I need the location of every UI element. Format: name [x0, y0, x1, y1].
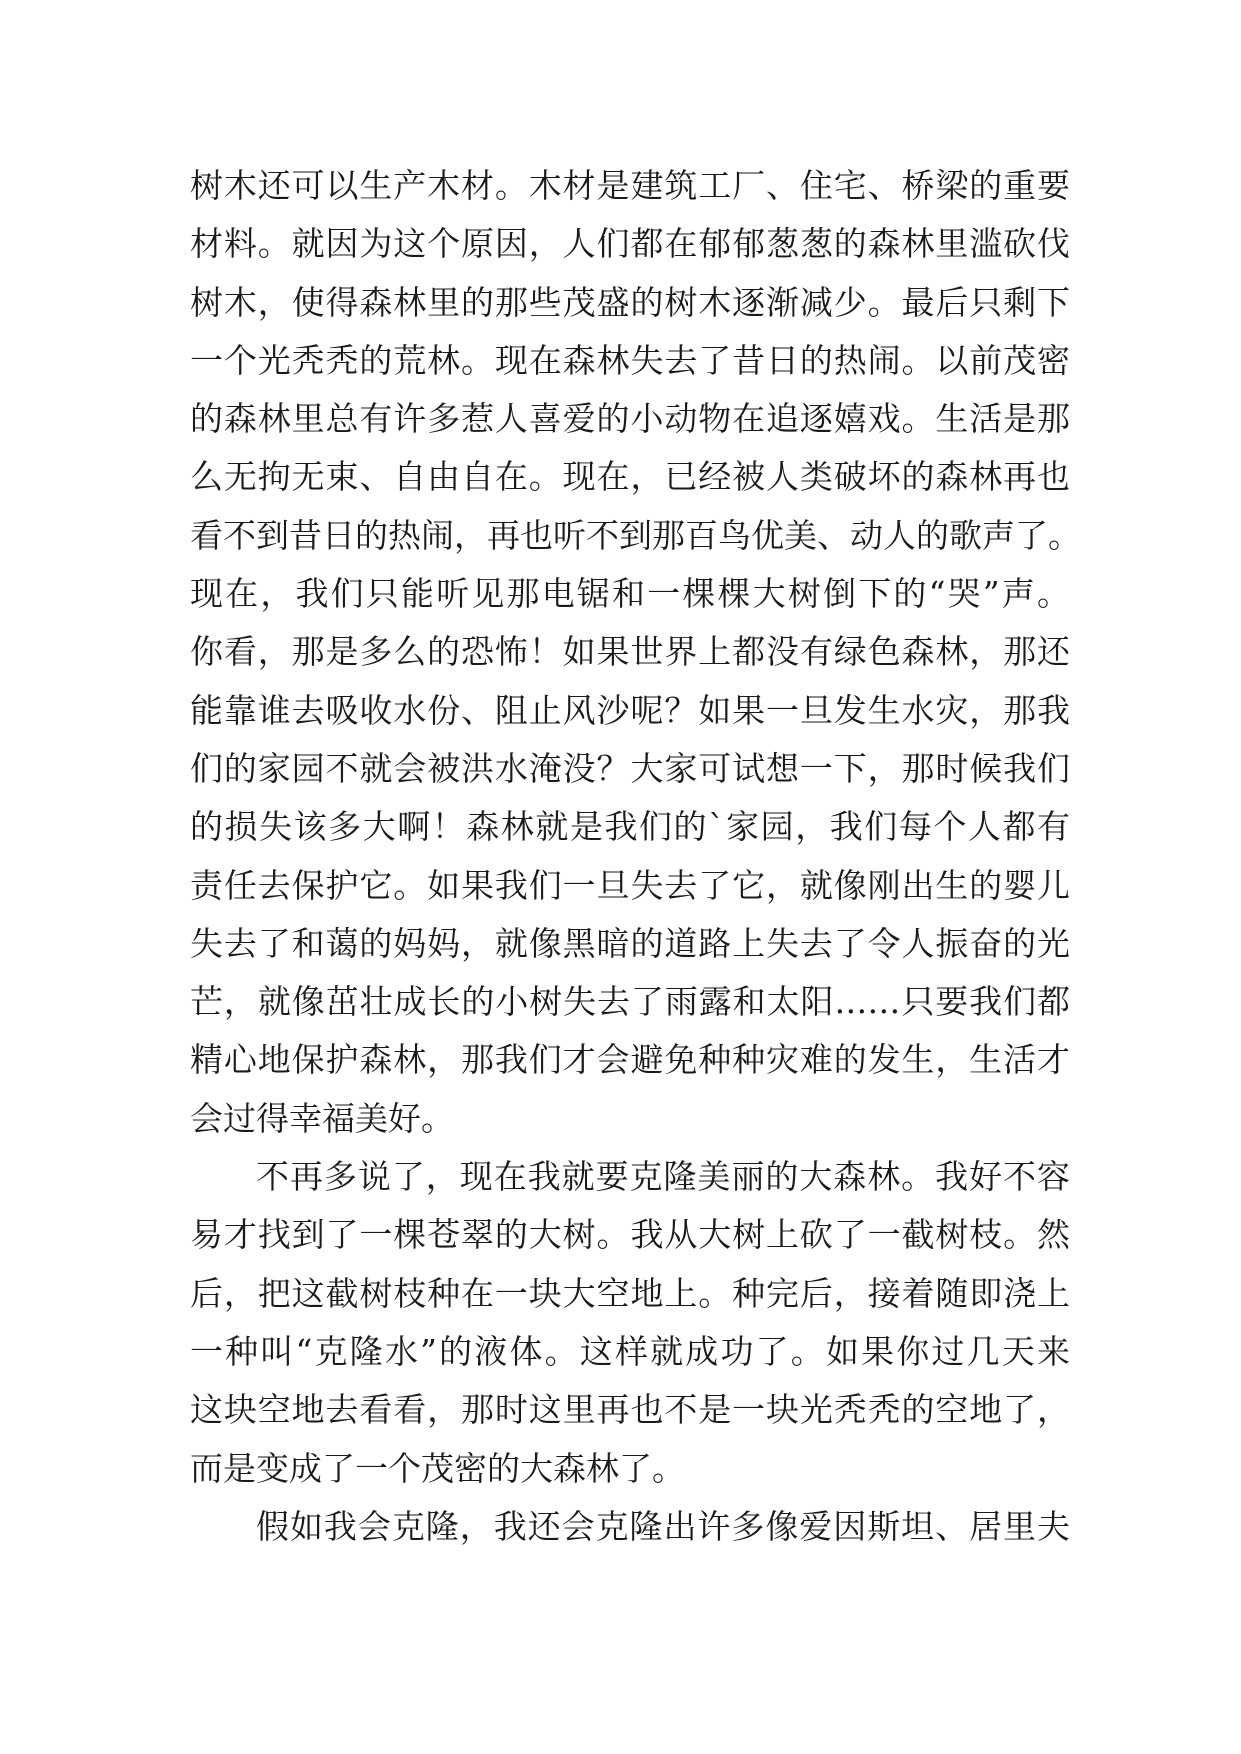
text-line: 这块空地去看看，那时这里再也不是一块光秃秃的空地了，	[190, 1390, 1070, 1430]
text-line: 们的家园不就会被洪水淹没？大家可试想一下，那时候我们	[190, 748, 1070, 788]
text-line: 么无拘无束、自由自在。现在，已经被人类破坏的森林再也	[190, 457, 1070, 497]
text-line: 一种叫“克隆水”的液体。这样就成功了。如果你过几天来	[190, 1331, 1070, 1371]
text-line: 材料。就因为这个原因，人们都在郁郁葱葱的森林里滥砍伐	[190, 224, 1070, 264]
text-line: 精心地保护森林，那我们才会避免种种灾难的发生，生活才	[190, 1040, 1070, 1080]
text-line: 责任去保护它。如果我们一旦失去了它，就像刚出生的婴儿	[190, 865, 1070, 905]
text-line: 而是变成了一个茂密的大森林了。	[190, 1448, 685, 1488]
text-line: 树木还可以生产木材。木材是建筑工厂、住宅、桥梁的重要	[190, 166, 1070, 205]
text-line: 易才找到了一棵苍翠的大树。我从大树上砍了一截树枝。然	[190, 1215, 1070, 1255]
text-line: 失去了和蔼的妈妈，就像黑暗的道路上失去了令人振奋的光	[190, 923, 1070, 963]
text-line: 会过得幸福美好。	[190, 1098, 454, 1138]
paragraph-first-line: 不再多说了，现在我就要克隆美丽的大森林。我好不容	[256, 1157, 1070, 1197]
text-line: 看不到昔日的热闹，再也听不到那百鸟优美、动人的歌声了。	[190, 515, 1081, 555]
text-line: 芒，就像茁壮成长的小树失去了雨露和太阳……只要我们都	[190, 982, 1070, 1022]
text-line: 后，把这截树枝种在一块大空地上。种完后，接着随即浇上	[190, 1273, 1070, 1313]
text-line: 现在，我们只能听见那电锯和一棵棵大树倒下的“哭”声。	[190, 574, 1070, 614]
text-line: 的森林里总有许多惹人喜爱的小动物在追逐嬉戏。生活是那	[190, 399, 1070, 439]
text-line: 的损失该多大啊！森林就是我们的`家园，我们每个人都有	[190, 807, 1070, 847]
text-line: 一个光秃秃的荒林。现在森林失去了昔日的热闹。以前茂密	[190, 340, 1070, 380]
text-line: 你看，那是多么的恐怖！如果世界上都没有绿色森林，那还	[190, 632, 1070, 672]
body-text	[190, 157, 1081, 1556]
text-line: 能靠谁去吸收水份、阻止风沙呢？如果一旦发生水灾，那我	[190, 690, 1070, 730]
text-line: 树木，使得森林里的那些茂盛的树木逐渐减少。最后只剩下	[190, 282, 1070, 322]
paragraph-first-line: 假如我会克隆，我还会克隆出许多像爱因斯坦、居里夫	[256, 1506, 1070, 1546]
